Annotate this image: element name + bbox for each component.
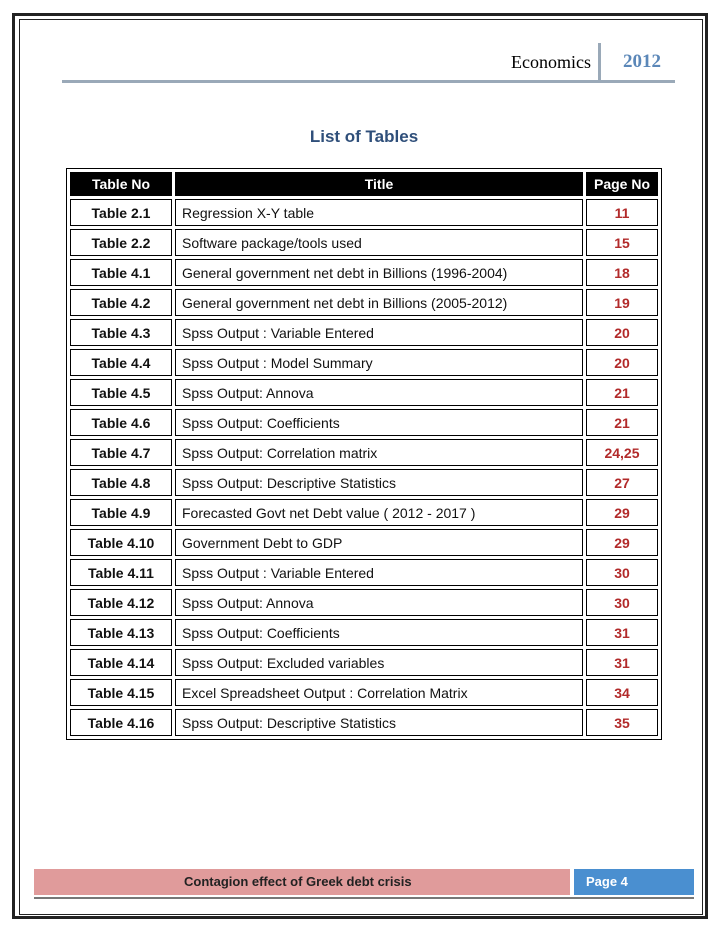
- footer-rule: [34, 897, 694, 899]
- row-page-no: 34: [586, 679, 658, 706]
- row-page-no: 19: [586, 289, 658, 316]
- table-row: [70, 349, 658, 376]
- row-table-no: Table 4.9: [70, 499, 172, 526]
- table-row: [70, 289, 658, 316]
- table-row: [70, 409, 658, 436]
- table-row: [70, 499, 658, 526]
- row-page-no: 31: [586, 649, 658, 676]
- table-body: [70, 199, 658, 736]
- header-table-no: Table No: [70, 172, 172, 196]
- footer-title-bar: [34, 869, 570, 895]
- row-page-no: 24,25: [586, 439, 658, 466]
- row-page-no: 30: [586, 559, 658, 586]
- row-table-no: Table 4.11: [70, 559, 172, 586]
- footer-page-number: Page 4: [586, 874, 628, 889]
- row-table-no: Table 4.16: [70, 709, 172, 736]
- page-footer: [34, 869, 694, 895]
- row-table-no: Table 4.3: [70, 319, 172, 346]
- row-table-no: Table 4.13: [70, 619, 172, 646]
- row-title: Forecasted Govt net Debt value ( 2012 - 2017 ): [175, 499, 583, 526]
- row-page-no: 30: [586, 589, 658, 616]
- row-page-no: 27: [586, 469, 658, 496]
- row-table-no: Table 4.8: [70, 469, 172, 496]
- row-title: Spss Output: Coefficients: [175, 619, 583, 646]
- row-title: Spss Output: Descriptive Statistics: [175, 469, 583, 496]
- row-table-no: Table 4.15: [70, 679, 172, 706]
- row-table-no: Table 2.1: [70, 199, 172, 226]
- table-row: [70, 619, 658, 646]
- row-title: Spss Output : Model Summary: [175, 349, 583, 376]
- row-table-no: Table 4.6: [70, 409, 172, 436]
- table-row: [70, 679, 658, 706]
- row-title: Software package/tools used: [175, 229, 583, 256]
- row-page-no: 31: [586, 619, 658, 646]
- header-year: 2012: [623, 51, 661, 72]
- row-page-no: 21: [586, 379, 658, 406]
- row-page-no: 29: [586, 499, 658, 526]
- header-title: Title: [175, 172, 583, 196]
- row-title: Spss Output: Annova: [175, 379, 583, 406]
- row-title: Spss Output: Coefficients: [175, 409, 583, 436]
- table-row: [70, 229, 658, 256]
- row-table-no: Table 4.7: [70, 439, 172, 466]
- row-page-no: 15: [586, 229, 658, 256]
- row-page-no: 18: [586, 259, 658, 286]
- row-page-no: 20: [586, 349, 658, 376]
- header-separator: [598, 43, 601, 83]
- row-table-no: Table 4.14: [70, 649, 172, 676]
- row-title: Spss Output: Excluded variables: [175, 649, 583, 676]
- table-row: [70, 379, 658, 406]
- footer-title: Contagion effect of Greek debt crisis: [184, 874, 412, 889]
- row-title: Excel Spreadsheet Output : Correlation Matrix: [175, 679, 583, 706]
- row-table-no: Table 4.4: [70, 349, 172, 376]
- table-row: [70, 529, 658, 556]
- row-title: Spss Output: Correlation matrix: [175, 439, 583, 466]
- row-title: Spss Output : Variable Entered: [175, 559, 583, 586]
- footer-page-bar: [574, 869, 694, 895]
- table-row: [70, 199, 658, 226]
- row-page-no: 20: [586, 319, 658, 346]
- row-table-no: Table 4.10: [70, 529, 172, 556]
- table-row: [70, 709, 658, 736]
- table-row: [70, 589, 658, 616]
- row-page-no: 35: [586, 709, 658, 736]
- table-row: [70, 649, 658, 676]
- row-title: General government net debt in Billions (2005-2012): [175, 289, 583, 316]
- header-subject: Economics: [511, 52, 591, 72]
- table-row: [70, 469, 658, 496]
- row-table-no: Table 4.5: [70, 379, 172, 406]
- row-title: General government net debt in Billions (1996-2004): [175, 259, 583, 286]
- row-table-no: Table 2.2: [70, 229, 172, 256]
- header-page-no: Page No: [586, 172, 658, 196]
- table-header-row: [70, 172, 658, 196]
- table-row: [70, 259, 658, 286]
- list-title: List of Tables: [309, 127, 419, 146]
- list-of-tables: [66, 168, 662, 740]
- row-title: Spss Output: Descriptive Statistics: [175, 709, 583, 736]
- table-row: [70, 559, 658, 586]
- row-title: Spss Output : Variable Entered: [175, 319, 583, 346]
- header-rule: [62, 80, 675, 83]
- row-page-no: 11: [586, 199, 658, 226]
- row-table-no: Table 4.12: [70, 589, 172, 616]
- page-header: [62, 43, 675, 83]
- row-page-no: 21: [586, 409, 658, 436]
- row-table-no: Table 4.1: [70, 259, 172, 286]
- row-title: Spss Output: Annova: [175, 589, 583, 616]
- table-row: [70, 319, 658, 346]
- row-title: Government Debt to GDP: [175, 529, 583, 556]
- row-page-no: 29: [586, 529, 658, 556]
- row-title: Regression X-Y table: [175, 199, 583, 226]
- table-row: [70, 439, 658, 466]
- row-table-no: Table 4.2: [70, 289, 172, 316]
